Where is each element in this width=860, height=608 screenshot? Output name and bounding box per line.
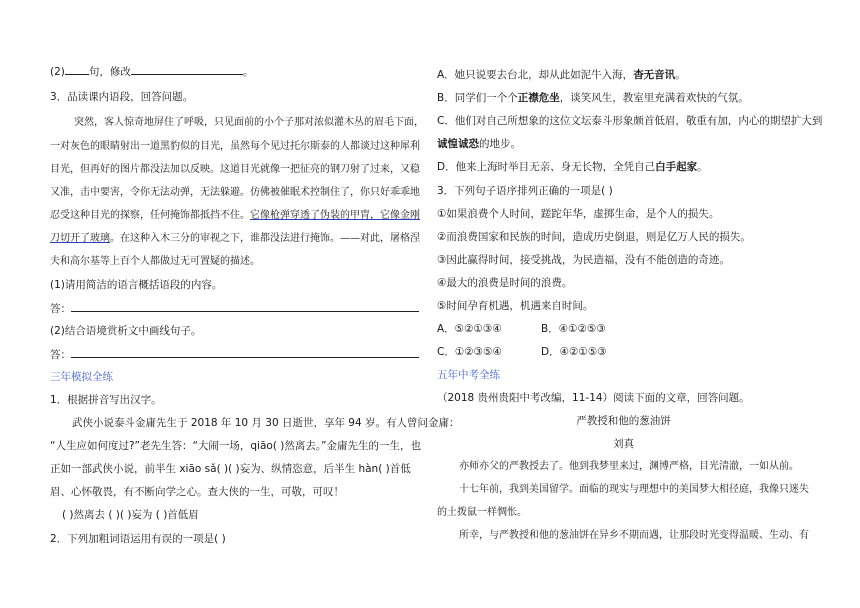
answer-line-1: 答： <box>50 301 419 316</box>
choice-a[interactable]: A．⑤②①③④ <box>437 323 502 335</box>
sentence-3: ③因此赢得时间，接受挑战，为民造福，没有不能创造的奇迹。 <box>437 254 730 266</box>
answer-line-2: 答： <box>50 347 419 362</box>
section-heading: 五年中考全练 <box>437 369 500 381</box>
option-b: B．同学们一个个正襟危坐，谈笑风生，教室里充满着欢快的气氛。 <box>437 92 749 104</box>
option-c-cont: 诚惶诚恐的地步。 <box>437 138 521 150</box>
q2-title: 2．下列加粗词语运用有误的一项是( ) <box>50 533 226 545</box>
section-heading: 三年模拟全练 <box>50 371 113 383</box>
choice-d[interactable]: D．④②①⑤③ <box>541 346 607 358</box>
option-d: D．他来上海时举目无亲、身无长物，全凭自己白手起家。 <box>437 161 708 173</box>
article-paragraph: 亦师亦父的严教授去了。他到我梦里来过，渊博严格，目光清澈，一如从前。 <box>459 461 799 472</box>
passage-line: 一对灰色的眼睛射出一道黑豹似的目光，虽然每个见过托尔斯泰的人都谈过这种犀利 <box>50 141 420 152</box>
sub-question-2: (2)结合语境赏析文中画线句子。 <box>50 325 202 337</box>
sentence-4: ④最大的浪费是时间的浪费。 <box>437 277 573 289</box>
sentence-5: ⑤时间孕育机遇，机遇来自时间。 <box>437 300 594 312</box>
article-title: 严教授和他的葱油饼 <box>576 415 671 427</box>
passage-line: 目光，但再好的图片都没法加以反映。这道目光就像一把征亮的钢刀射了过来，又稳 <box>50 164 420 175</box>
article-paragraph: 所幸，与严教授和他的葱油饼在异乡不期而遇，让那段时光变得温暖、生动、有 <box>459 530 809 541</box>
passage-line: 夫和高尔基等上百个人都做过无可置疑的描述。 <box>50 256 260 267</box>
answer-blank[interactable] <box>71 301 419 312</box>
choice-b[interactable]: B．④①②⑤③ <box>541 323 606 335</box>
passage-line: 忍受这种目光的探察，任何掩饰都抵挡不住。它像枪弹穿透了伪装的甲胄，它像金刚 <box>50 210 420 221</box>
fill-blank[interactable] <box>65 64 89 75</box>
sentence-2: ②而浪费国家和民族的时间，造成历史倒退，则是亿万人民的损失。 <box>437 231 751 243</box>
passage-line: 突然，客人惊奇地屏住了呼吸，只见面前的小个子那对浓似灌木丛的眉毛下面， <box>74 117 424 128</box>
q1-text-line: 眉、心怀敬畏，有不断向学之心。查大侠的一生，可敬，可叹！ <box>50 486 344 498</box>
q1-fill-line: ( )然离去 ( )( )妄为 ( )首低眉 <box>62 509 199 521</box>
passage-line: 又准，击中要害，令你无法动弹，无法躲避。仿佛被催眠术控制住了，你只好乖乖地 <box>50 187 420 198</box>
underlined-sentence: 刀切开了玻璃 <box>50 233 110 244</box>
option-a: A．她只说要去台北，却从此如泥牛入海，杳无音讯。 <box>437 69 686 81</box>
q1-text-line: 正如一部武侠小说，前半生 xiāo sǎ( )( )妄为、纵情恣意，后半生 hàn( )首低 <box>50 463 411 475</box>
passage-line: 刀切开了玻璃。在这种入木三分的审视之下，谁都没法进行掩饰。——对此，屠格涅 <box>50 233 420 244</box>
article-author: 刘真 <box>613 438 634 450</box>
q1-text-line: 武侠小说泰斗金庸先生于 2018 年 10 月 30 日逝世，享年 94 岁。有人曾问金庸： <box>72 417 460 429</box>
source-note: （2018 贵州贵阳中考改编，11-14）阅读下面的文章，回答问题。 <box>437 392 750 404</box>
q3-title: 3．品读课内语段，回答问题。 <box>50 91 194 103</box>
article-paragraph: 十七年前，我到美国留学。面临的现实与理想中的美国梦大相径庭，我像只迷失 <box>459 484 809 495</box>
answer-blank[interactable] <box>71 347 419 358</box>
choice-c[interactable]: C．①②③⑤④ <box>437 346 502 358</box>
q1-title: 1．根据拼音写出汉字。 <box>50 394 162 406</box>
sub-question-1: (1)请用简洁的语言概括语段的内容。 <box>50 279 223 291</box>
fill-blank[interactable] <box>131 64 243 75</box>
sentence-1: ①如果浪费个人时间，蹉跎年华，虚掷生命，是个人的损失。 <box>437 208 720 220</box>
underlined-sentence: 它像枪弹穿透了伪装的甲胄，它像金刚 <box>250 210 420 221</box>
q1-text-line: “人生应如何度过?”老先生答：“大闹一场，qiāo( )然离去。”金庸先生的一生，也 <box>50 440 422 452</box>
q2-sub2-line: (2) 句，修改 。 <box>50 66 254 78</box>
q3-title: 3．下列句子语序排列正确的一项是( ) <box>437 185 613 197</box>
option-c: C．他们对自己所想象的这位文坛泰斗形象颇首低眉，敬重有加，内心的期望扩大到 <box>437 115 823 127</box>
article-paragraph-cont: 的土拨鼠一样惆怅。 <box>437 507 527 518</box>
